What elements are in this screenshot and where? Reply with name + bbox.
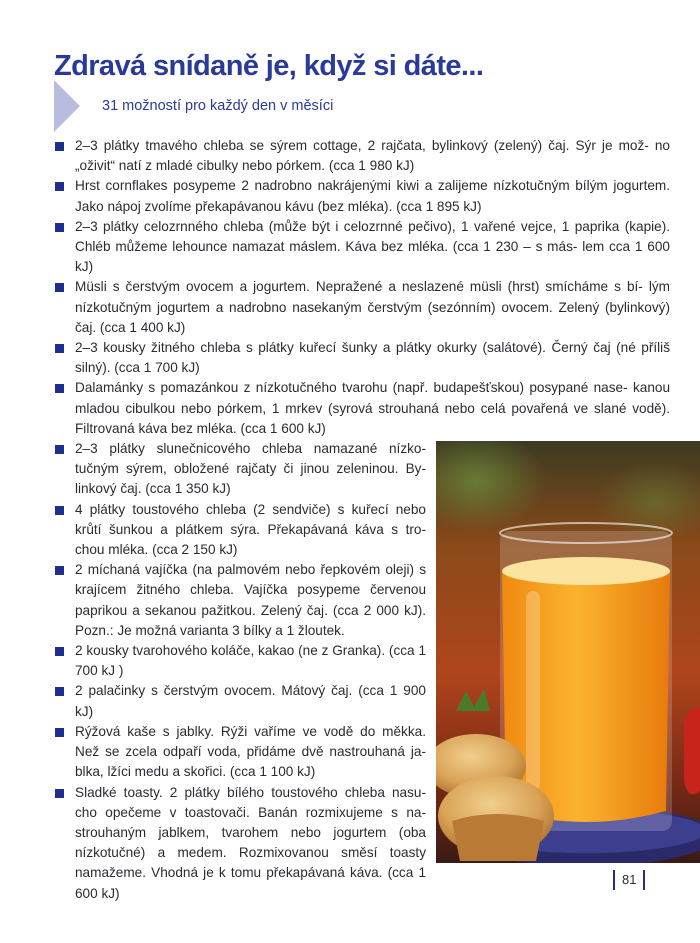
list-item-text: blka, lžíci medu a skořici. (cca 1 100 kJ) (75, 764, 316, 780)
list-item-text: (bylinkový) čaj. (cca 1 400 kJ) (75, 299, 670, 335)
page-title: Zdravá snídaně je, když si dáte... (54, 50, 484, 82)
square-bullet-icon (55, 182, 64, 191)
list-item-text: 1 600 kJ) (75, 865, 427, 901)
list-item-text: (kapie). Chléb můžeme lehounce namazat máslem. Káva bez mléka. (cca 1 230 – s más- (75, 218, 671, 255)
square-bullet-icon (55, 566, 64, 575)
square-bullet-icon (55, 506, 64, 515)
list-item-text: no „oživit“ natí z mladé cibulky nebo pórkem. (cca 1 980 kJ) (75, 138, 670, 174)
list-item-text: 2 míchaná vajíčka (na palmovém nebo řepkovém oleji) (75, 562, 415, 578)
square-bullet-icon (55, 789, 64, 798)
list-item-text: 2–3 plátky celozrnného chleba (může být i celozrnné pečivo), 1 vařené vejce, 1 paprika (75, 218, 620, 234)
list-item (54, 378, 670, 439)
list-item-text: Sladké toasty. 2 plátky bílého toustového chleba nasu- (75, 784, 426, 800)
list-item-text: Dalamánky s pomazánkou z nízkotučného tvarohu (např. budapešťskou) posypané nase- (75, 380, 628, 396)
list-item-text: lým nízkotučným jogurtem a nadrobno nasekaným čerstvým (sezónním) ovocem. Zelený (75, 279, 670, 315)
list-item-text: 2 kousky tvarohového koláče, kakao (ne z Granka). (cca (75, 643, 415, 659)
list-item (54, 217, 670, 278)
list-item (54, 136, 670, 176)
square-bullet-icon (55, 384, 64, 393)
list-item-text: 2–3 plátky slunečnicového chleba namazané nízko- (75, 441, 426, 457)
list-item (54, 338, 670, 378)
list-item (54, 439, 426, 500)
square-bullet-icon (55, 344, 64, 353)
square-bullet-icon (55, 687, 64, 696)
square-bullet-icon (55, 647, 64, 656)
list-item-text: nízkotučné) a medem. Rozmixovanou směsí toasty (75, 845, 426, 861)
list-item-text: krůtí šunkou a plátkem sýra. Překapávaná káva s tro- (75, 521, 426, 537)
list-item (54, 722, 426, 783)
square-bullet-icon (55, 445, 64, 454)
list-item-text: Rýžová kaše s jablky. Rýži vaříme ve vodě do měkka. (75, 723, 426, 739)
list-item-text: jogurtem. Jako nápoj zvolíme překapávanou kávu (bez mléka). (cca 1 895 kJ) (75, 178, 671, 214)
list-item-text: 2–3 plátky tmavého chleba se sýrem cottage, 2 rajčata, bylinkový (zelený) čaj. Sýr je mož- (75, 138, 649, 153)
list-item-text: cho opečeme v toastovači. Banán rozmixujeme s na- (75, 804, 426, 820)
list-item-text: paprikou a sekanou pažitkou. Zelený čaj. (cca 2 000 kJ). (75, 602, 426, 618)
list-item-text: 1 700 kJ ) (75, 643, 426, 679)
list-item-text: s krajícem žitného chleba. Vajíčka posypeme červenou (75, 562, 426, 598)
page-number: 81 (613, 870, 645, 890)
list-item (54, 560, 426, 641)
list-item-text: Než se zcela odpaří voda, přidáme dvě nastrouhaná ja- (75, 744, 426, 760)
list-item-text: 4 plátky toustového chleba (2 sendviče) s kuřecí nebo (75, 501, 426, 517)
decorative-triangle-icon (54, 80, 80, 132)
list-item (54, 681, 426, 721)
square-bullet-icon (55, 223, 64, 232)
list-item-text: příliš silný). (cca 1 700 kJ) (75, 340, 670, 376)
orange-juice-photo (436, 441, 700, 863)
list-item (54, 783, 426, 904)
square-bullet-icon (55, 142, 64, 151)
list-item (54, 641, 426, 681)
list-item-text: kanou mladou cibulkou nebo pórkem, 1 mrkev (syrová strouhaná nebo celá povařená ve (75, 380, 671, 416)
list-item-text: chou mléka. (cca 2 150 kJ) (75, 542, 238, 558)
list-item-text: 2 palačinky s čerstvým ovocem. Mátový čaj. (cca 1 900 kJ) (75, 683, 426, 719)
list-item-text: tučným sýrem, obložené rajčaty či jinou zeleninou. By- (75, 461, 426, 477)
square-bullet-icon (55, 283, 64, 292)
list-item-text: namažeme. Vhodná je k tomu překapávaná káva. (cca (75, 865, 414, 881)
list-item-text: 2–3 kousky žitného chleba s plátky kuřecí šunky a plátky okurky (salátové). Černý čaj (né (75, 340, 636, 356)
list-item-text: Pozn.: Je možná varianta 3 bílky a 1 žloutek. (75, 622, 345, 638)
list-item-text: Hrst cornflakes posypeme 2 nadrobno nakrájenými kiwi a zalijeme nízkotučným bílým (75, 178, 608, 194)
square-bullet-icon (55, 728, 64, 737)
list-item-text: Müsli s čerstvým ovocem a jogurtem. Nepražené a neslazené müsli (hrst) smícháme s bí- (75, 279, 643, 295)
list-item (54, 176, 670, 216)
page-subtitle: 31 možností pro každý den v měsíci (102, 98, 334, 114)
list-item-text: lem cca 1 600 kJ) (75, 239, 670, 275)
list-item-text: strouhaným jablkem, tvarohem nebo jogurtem (oba (75, 824, 426, 840)
list-item (54, 277, 670, 338)
list-item (54, 500, 426, 561)
list-item-text: slané vodě). Filtrovaná káva bez mléka. (cca 1 600 kJ) (75, 400, 670, 436)
list-item-text: linkový čaj. (cca 1 350 kJ) (75, 481, 231, 497)
